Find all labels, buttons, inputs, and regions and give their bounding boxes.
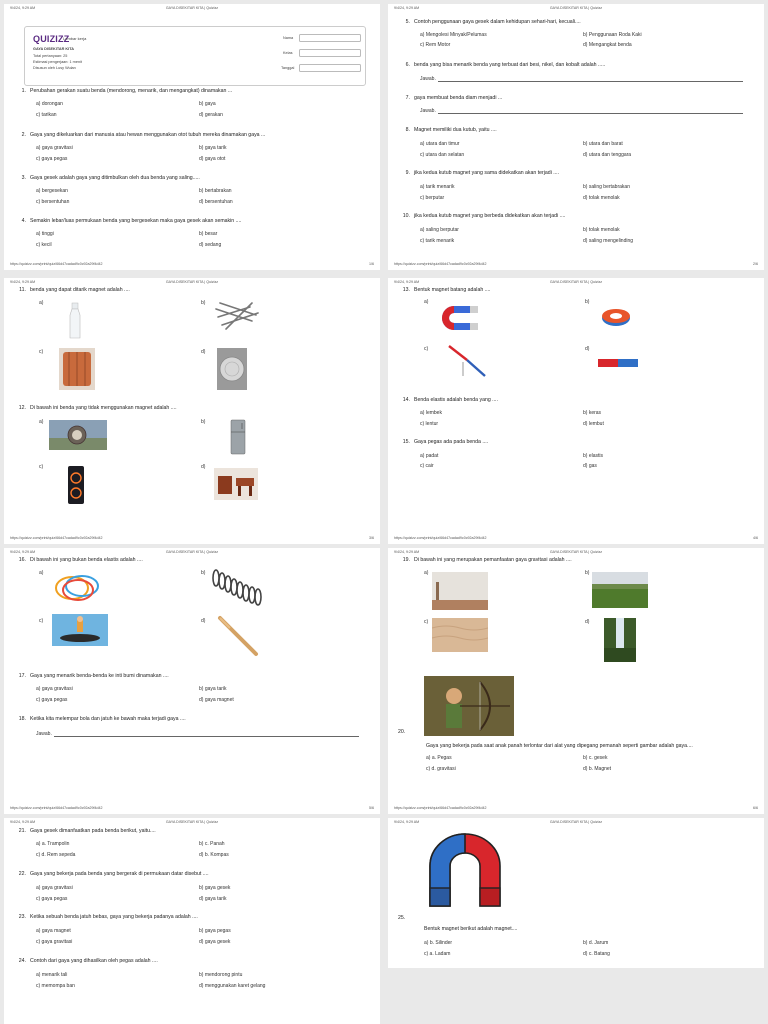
page-header: 9/4/24, 9:29 AM GAYA DISEKITAR KITA | Quizizz (394, 280, 603, 284)
option[interactable]: b) c. Panah (199, 841, 225, 847)
name-field[interactable] (299, 34, 361, 42)
page-header: 9/4/24, 9:29 AM GAYA DISEKITAR KITA | Quizizz (394, 550, 603, 554)
sand-image (432, 618, 488, 652)
option-c[interactable]: c) (424, 346, 429, 352)
option[interactable]: b) c. gesek (583, 755, 608, 761)
waterfall-image (604, 618, 636, 662)
class-label: Kelas (283, 51, 293, 55)
page-footer (10, 262, 374, 268)
option[interactable]: d) menggunakan karet gelang (199, 983, 266, 989)
question-20: Gaya yang bekerja pada saat anak panah terlontar dari alat yang dipegang pemanah seperti gambar adalah gaya.... (426, 743, 693, 749)
option[interactable]: b) tolak menolak (583, 227, 620, 233)
question-9: 9. jika kedua kutub magnet yang sama didekatkan akan terjadi .... (405, 170, 560, 176)
question-17: 17. Gaya yang menarik benda-benda ke inti bumi dinamakan .... (18, 673, 169, 679)
option-b[interactable]: b) (585, 299, 590, 305)
author: Disusun oleh Lusy Wulan (33, 66, 76, 70)
rubber-bands-image (52, 572, 106, 604)
page-number: 1/6 (369, 262, 374, 266)
question-21: 21. Gaya gesek dimanfaatkan pada benda berikut, yaitu.... (18, 828, 156, 834)
question-24: 24. Contoh dari gaya yang dihasilkan oleh pegas adalah .... (18, 958, 158, 964)
option[interactable]: d) b. Kompas (199, 852, 229, 858)
option[interactable]: c) bersentuhan (36, 199, 70, 205)
option-c[interactable]: c) (39, 464, 44, 470)
question-4: 4. Semakin lebar/luas permukaan benda yang bergesekan maka gaya gesek akan semakin .... (21, 218, 242, 224)
page-7 (4, 818, 380, 1024)
page-footer: https://quizizz.com/print/quiz/66d47cadad9c0c92a29f4d42 3/6 (10, 536, 374, 540)
footer-url[interactable]: https://quizizz.com/print/quiz/66d47cadad9c0c92a29f4d42 (10, 262, 103, 266)
page-footer: https://quizizz.com/print/quiz/66d47cadad9c0c92a29f4d42 2/6 (394, 262, 758, 266)
speaker-image (68, 466, 84, 504)
header-date: 9/4/24, 9:29 AM (10, 6, 36, 10)
option[interactable]: a) a. Pegas (426, 755, 452, 761)
question-25: Bentuk magnet berikut adalah magnet.... (424, 926, 518, 932)
option[interactable]: a) gaya gravitasi (36, 145, 73, 151)
option[interactable]: c) gaya pegas (36, 896, 68, 902)
option-a[interactable]: a) (39, 570, 44, 576)
page-footer: https://quizizz.com/print/quiz/66d47cadad9c0c92a29f4d42 5/6 (10, 806, 374, 810)
worksheet-header (24, 26, 366, 86)
option[interactable]: a) gaya gravitasi (36, 885, 73, 891)
trampoline-image (52, 614, 108, 646)
question-10: 10. jika kedua kutub magnet yang berbeda didekatkan akan terjadi .... (402, 213, 566, 219)
question-18: 18. Ketika kita melempar bola dan jatuh ke bawah maka terjadi gaya .... (18, 716, 186, 722)
ring-magnet-image (600, 306, 632, 328)
page-header: 9/4/24, 9:29 AM GAYA DISEKITAR KITA | Quizizz (10, 280, 219, 284)
wooden-planks-image (59, 348, 95, 390)
question-6: 6. benda yang bisa menarik benda yang terbuat dari besi, nikel, dan kobalt adalah ..... (405, 62, 606, 68)
option[interactable]: d) gaya tarik (199, 896, 227, 902)
option[interactable]: d) b. Magnet (583, 766, 612, 772)
option[interactable]: c) cair (420, 463, 434, 469)
glass-bottle-image (64, 302, 86, 340)
total-questions: Total pertanyaan: 25 (33, 54, 68, 58)
option-d[interactable]: d) (585, 346, 590, 352)
answer-label: Jawab. (420, 76, 436, 82)
option[interactable]: b) gaya pegas (199, 928, 231, 934)
quizizz-logo: QUIZIZZ (33, 34, 70, 44)
option-c[interactable]: c) (39, 349, 44, 355)
page-3 (4, 278, 380, 544)
question-8: 8. Magnet memiliki dua kutub, yaitu .... (405, 127, 497, 133)
option[interactable]: c) Rem Motor (420, 42, 451, 48)
option[interactable]: b) utara dan barat (583, 141, 623, 147)
option-d[interactable]: d) (201, 349, 206, 355)
answer-line[interactable] (54, 736, 359, 737)
page-2 (388, 4, 764, 270)
option[interactable]: b) besar (199, 231, 218, 237)
class-field[interactable] (299, 49, 361, 57)
bar-magnet-image (598, 358, 638, 368)
question-1: 1. Perubahan gerakan suatu benda (mendorong, menarik, dan mengangkat) dinamakan ... (21, 88, 233, 94)
option[interactable]: b) gaya gesek (199, 885, 231, 891)
horseshoe-magnet-image (420, 828, 510, 912)
option[interactable]: c) gaya pegas (36, 156, 68, 162)
option[interactable]: d) Mengangkat benda (583, 42, 632, 48)
option[interactable]: d) gaya magnet (199, 697, 234, 703)
name-label: Nama (283, 36, 294, 40)
option[interactable]: b) saling bertabrakan (583, 184, 630, 190)
question-3: 3. Gaya gesek adalah gaya yang ditimbulkan oleh dua benda yang saling..... (21, 175, 200, 181)
option[interactable]: c) memompa ban (36, 983, 75, 989)
refrigerator-image (230, 419, 246, 455)
page-1 (4, 4, 380, 270)
option[interactable]: d) gaya otot (199, 156, 226, 162)
option[interactable]: a) b. Silinder (424, 940, 453, 946)
option[interactable]: a) tinggi (36, 231, 54, 237)
compass-needle-image (443, 342, 489, 380)
page-header: 9/4/24, 9:29 AM GAYA DISEKITAR KITA | Quizizz (394, 820, 603, 824)
page-6 (388, 548, 764, 814)
question-11: 11. benda yang dapat ditarik magnet adalah .... (19, 287, 130, 293)
option-b[interactable]: b) (201, 419, 206, 425)
option[interactable]: c) utara dan selatan (420, 152, 465, 158)
question-15: 15. Gaya pegas ada pada benda .... (402, 439, 489, 445)
header-title: GAYA DISEKITAR KITA | Quizizz (165, 6, 219, 10)
archer-child-image (424, 676, 514, 736)
empty-room-image (432, 572, 488, 610)
question-14: 14. Benda elastis adalah benda yang .... (402, 397, 498, 403)
option[interactable]: d) gaya gesek (199, 939, 231, 945)
answer-line[interactable] (438, 81, 743, 82)
option[interactable]: c) d. gravitasi (426, 766, 456, 772)
option[interactable]: a) gaya magnet (36, 928, 71, 934)
option[interactable]: d) lembut (583, 421, 604, 427)
answer-label: Jawab. (420, 108, 436, 114)
option[interactable]: c) berputar (420, 195, 445, 201)
iron-nails-image (212, 299, 262, 331)
option[interactable]: d) gerakan (199, 112, 223, 118)
option[interactable]: a) bergesekan (36, 188, 68, 194)
option-b[interactable]: b) (201, 300, 206, 306)
question-25-number: 25. (398, 915, 406, 921)
question-22: 22. Gaya yang bekerja pada benda yang bergerak di permukaan datar disebut .... (18, 871, 209, 877)
question-20-number: 20. (398, 729, 406, 735)
option-a[interactable]: a) (39, 300, 44, 306)
question-19: 19. Di bawah ini yang merupakan pemanfaatan gaya gravitasi adalah .... (402, 557, 572, 563)
page-header: 9/4/24, 9:29 AM GAYA DISEKITAR KITA | Quizizz (10, 550, 219, 554)
date-label: Tanggal (281, 66, 295, 70)
option[interactable]: d) gas (583, 463, 597, 469)
answer-label: Jawab. (36, 731, 52, 737)
option[interactable]: b) gaya tarik (199, 686, 227, 692)
option[interactable]: b) mendorong pintu (199, 972, 243, 978)
question-23: 23. Ketika sebuah benda jatuh bebas, gaya yang bekerja padanya adalah .... (18, 914, 198, 920)
worksheet-title: GAYA DISEKITAR KITA (33, 47, 74, 51)
option-b[interactable]: b) (201, 570, 206, 576)
question-12: 12. Di bawah ini benda yang tidak menggunakan magnet adalah .... (18, 405, 177, 411)
option[interactable]: a) menarik tali (36, 972, 68, 978)
page-4 (388, 278, 764, 544)
option[interactable]: c) lentur (420, 421, 439, 427)
option[interactable]: b) Penggunaan Roda Kaki (583, 32, 642, 38)
option-a[interactable]: a) (39, 419, 44, 425)
option[interactable]: d) saling mengelinding (583, 238, 634, 244)
question-5: 5. Contoh penggunaan gaya gesek dalam kehidupan sehari-hari, kecuali.... (405, 19, 581, 25)
metal-strainer-image (217, 348, 247, 390)
option-d[interactable]: d) (201, 464, 206, 470)
option[interactable]: a) tarik menarik (420, 184, 455, 190)
horseshoe-magnet-image (434, 300, 482, 334)
option[interactable]: c) gaya pegas (36, 697, 68, 703)
metal-spring-image (208, 568, 266, 606)
question-2: 2. Gaya yang dikeluarkan dari manusia atau hewan menggunakan otot tubuh mereka dinamakan gaya ... (21, 132, 266, 138)
option[interactable]: d) utara dan tenggara (583, 152, 632, 158)
option[interactable]: b) keras (583, 410, 602, 416)
option[interactable]: b) bertabrakan (199, 188, 232, 194)
page-header: 9/4/24, 9:29 AM GAYA DISEKITAR KITA | Quizizz (394, 6, 603, 10)
option[interactable]: c) kecil (36, 242, 52, 248)
option[interactable]: c) tarik menarik (420, 238, 455, 244)
page-header: 9/4/24, 9:29 AM GAYA DISEKITAR KITA | Quizizz (10, 820, 219, 824)
option[interactable]: c) a. Ladam (424, 951, 451, 957)
option[interactable]: d) bersentuhan (199, 199, 233, 205)
option[interactable]: a) Mengolesi Minyak/Pelumas (420, 32, 487, 38)
option[interactable]: d) sedang (199, 242, 222, 248)
page-footer: https://quizizz.com/print/quiz/66d47cadad9c0c92a29f4d42 4/6 (394, 536, 758, 540)
option[interactable]: a) a. Trampolin (36, 841, 70, 847)
option-d[interactable]: d) (201, 618, 206, 624)
option-a[interactable]: a) (424, 299, 429, 305)
sheet-label: Lembar kerja (63, 36, 87, 41)
option[interactable]: c) d. Rem sepeda (36, 852, 76, 858)
option[interactable]: a) padat (420, 453, 439, 459)
compass-image (49, 420, 107, 450)
option[interactable]: c) tarikan (36, 112, 57, 118)
option-c[interactable]: c) (424, 619, 429, 625)
option-b[interactable]: b) (585, 570, 590, 576)
option[interactable]: c) gaya gravitasi (36, 939, 73, 945)
estimated-time: Estimasi pengerjaan: 1 menit (33, 60, 82, 64)
date-field[interactable] (299, 64, 361, 72)
option[interactable]: b) d. Jarum (583, 940, 609, 946)
answer-line[interactable] (438, 113, 743, 114)
page-5 (4, 548, 380, 814)
option[interactable]: a) saling berputar (420, 227, 459, 233)
question-16: 16. Di bawah ini yang bukan benda elastis adalah .... (18, 557, 143, 563)
question-7: 7. gaya membuat benda diam menjadi ... (405, 95, 503, 101)
option[interactable]: a) utara dan timur (420, 141, 460, 147)
option[interactable]: d) tolak menolak (583, 195, 620, 201)
option[interactable]: b) gaya (199, 101, 216, 107)
option[interactable]: a) lembek (420, 410, 442, 416)
baseball-bat-image (216, 614, 262, 658)
option[interactable]: b) elastis (583, 453, 604, 459)
page-8 (388, 818, 764, 968)
question-13: 13. Bentuk magnet batang adalah .... (402, 287, 491, 293)
option-d[interactable]: d) (585, 619, 590, 625)
green-field-image (592, 572, 648, 608)
option[interactable]: b) gaya tarik (199, 145, 227, 151)
option-c[interactable]: c) (39, 618, 44, 624)
option-a[interactable]: a) (424, 570, 429, 576)
page-header (10, 6, 374, 12)
option[interactable]: a) dorongan (36, 101, 63, 107)
option[interactable]: a) gaya gravitasi (36, 686, 73, 692)
wooden-furniture-image (214, 468, 258, 500)
option[interactable]: d) c. Batang (583, 951, 610, 957)
page-footer: https://quizizz.com/print/quiz/66d47cadad9c0c92a29f4d42 6/6 (394, 806, 758, 810)
